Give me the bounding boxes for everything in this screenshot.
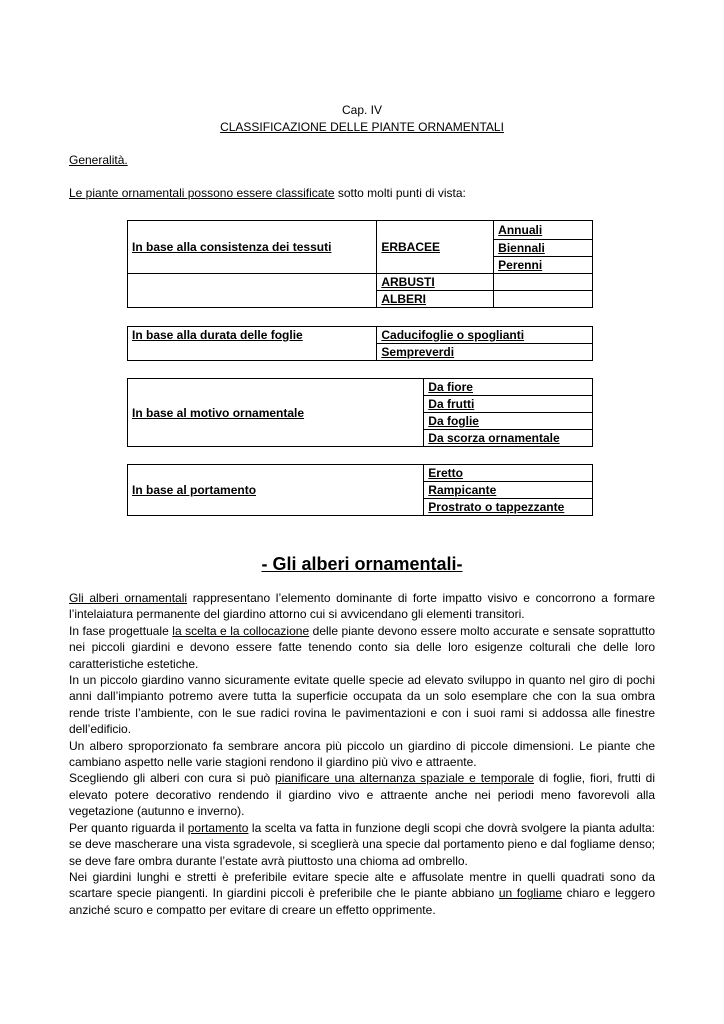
paragraph-text: chiaro e leggero anziché scuro e compatto per evitare di creare un effetto opprimente. xyxy=(69,886,656,917)
table-empty-cell xyxy=(128,274,377,308)
paragraph-text: rappresentano l’elemento dominante di forte impatto visivo e concorrono a formare l’intelaiatura permanente del giardino attorno cui si avvicendano gli elementi transitori. xyxy=(69,591,655,622)
table-option: Da foglie xyxy=(424,413,593,430)
table-label: In base al portamento xyxy=(128,465,424,516)
table-durata-foglie xyxy=(127,326,593,361)
underlined-phrase: pianificare una alternanza spaziale e temporale xyxy=(275,771,535,786)
generalita-text: Generalità. xyxy=(69,153,128,167)
table-option: Rampicante xyxy=(424,482,593,499)
table-option: Eretto xyxy=(424,465,593,482)
paragraph: Un albero sproporzionato fa sembrare ancora più piccolo un giardino di piccole dimensioni. Le piante che cambiano aspetto nelle varie stagioni rendono il giardino più vivo e attraente. xyxy=(69,738,655,770)
intro-underlined: Le piante ornamentali possono essere classificate xyxy=(69,186,335,200)
paragraph-text: Nei giardini lunghi e stretti è preferibile evitare specie alte e affusolate mentre in quelli quadrati sono da scartare specie piangenti. In giardini piccoli è preferibile che le piante abbiano xyxy=(69,869,655,901)
table-option: Prostrato o tappezzante xyxy=(424,499,593,516)
table-option-arbusti: ARBUSTI xyxy=(377,274,494,291)
table-label: In base alla durata delle foglie xyxy=(128,327,377,361)
underlined-phrase: la scelta e la collocazione xyxy=(172,623,310,638)
underlined-phrase: portamento xyxy=(187,820,249,835)
table-option-alberi: ALBERI xyxy=(377,291,494,308)
table-option: Perenni xyxy=(494,257,593,274)
table-option: Da fiore xyxy=(424,379,593,396)
generalita-heading xyxy=(69,153,128,168)
table-option: Caducifoglie o spoglianti xyxy=(377,327,593,344)
chapter-label: Cap. IV xyxy=(341,103,383,117)
table-option-erbacee: ERBACEE xyxy=(377,221,494,274)
table-consistenza xyxy=(127,220,593,308)
section-title: - Gli alberi ornamentali- xyxy=(261,554,463,574)
section-body xyxy=(69,590,655,918)
table-motivo-ornamentale xyxy=(127,378,593,447)
paragraph-text: di foglie, fiori, frutti di elevato potere decorativo rendendo il giardino vivo e attraente anche nei periodi meno favorevoli alla vegetazione (autunno e inverno). xyxy=(69,771,655,819)
paragraph xyxy=(69,623,655,672)
table-label: In base al motivo ornamentale xyxy=(128,379,424,447)
paragraph-text: Scegliendo gli alberi con cura si può xyxy=(69,771,276,786)
underlined-phrase: un fogliame xyxy=(498,886,563,901)
chapter-title-text: CLASSIFICAZIONE DELLE PIANTE ORNAMENTALI xyxy=(220,120,504,134)
paragraph-text: Per quanto riguarda il xyxy=(69,820,188,835)
table-label: In base alla consistenza dei tessuti xyxy=(128,221,377,274)
paragraph-text: In fase progettuale xyxy=(69,623,173,638)
chapter-title xyxy=(0,120,724,135)
intro-sentence xyxy=(69,186,466,201)
table-option: Biennali xyxy=(494,240,593,257)
table-empty-cell xyxy=(494,274,593,291)
table-option: Sempreverdi xyxy=(377,344,593,361)
paragraph xyxy=(69,869,655,918)
table-option: Annuali xyxy=(494,221,593,240)
underlined-phrase: Gli alberi ornamentali xyxy=(69,591,188,605)
paragraph xyxy=(69,590,655,623)
paragraph-text: delle piante devono essere molto accurate e sensate soprattutto nei piccoli giardini e devono essere fatte tenendo conto sia delle loro esigenze colturali che delle loro caratteristiche estetiche. xyxy=(69,623,656,671)
table-portamento xyxy=(127,464,593,516)
paragraph: In un piccolo giardino vanno sicuramente evitate quelle specie ad elevato sviluppo in quanto nel giro di pochi anni dall’impianto potremo avere tutta la superficie occupata da un solo esemplare che con la sua ombra rende triste l’ambiente, con le sue radici rovina le pavimentazioni e con i suoi rami si addossa alle finestre dell’edificio. xyxy=(69,673,655,737)
table-empty-cell xyxy=(494,291,593,308)
paragraph xyxy=(69,820,655,869)
paragraph xyxy=(69,770,655,819)
table-option: Da frutti xyxy=(424,396,593,413)
table-option: Da scorza ornamentale xyxy=(424,430,593,447)
intro-rest: sotto molti punti di vista: xyxy=(334,186,466,200)
paragraph-text: la scelta va fatta in funzione degli scopi che dovrà svolgere la pianta adulta: se deve mascherare una vista sgradevole, si sceglierà una specie dal portamento pieno e dal fogliame denso; se deve fare ombra durante l’estate avrà piuttosto una chioma ad ombrello. xyxy=(69,820,655,868)
